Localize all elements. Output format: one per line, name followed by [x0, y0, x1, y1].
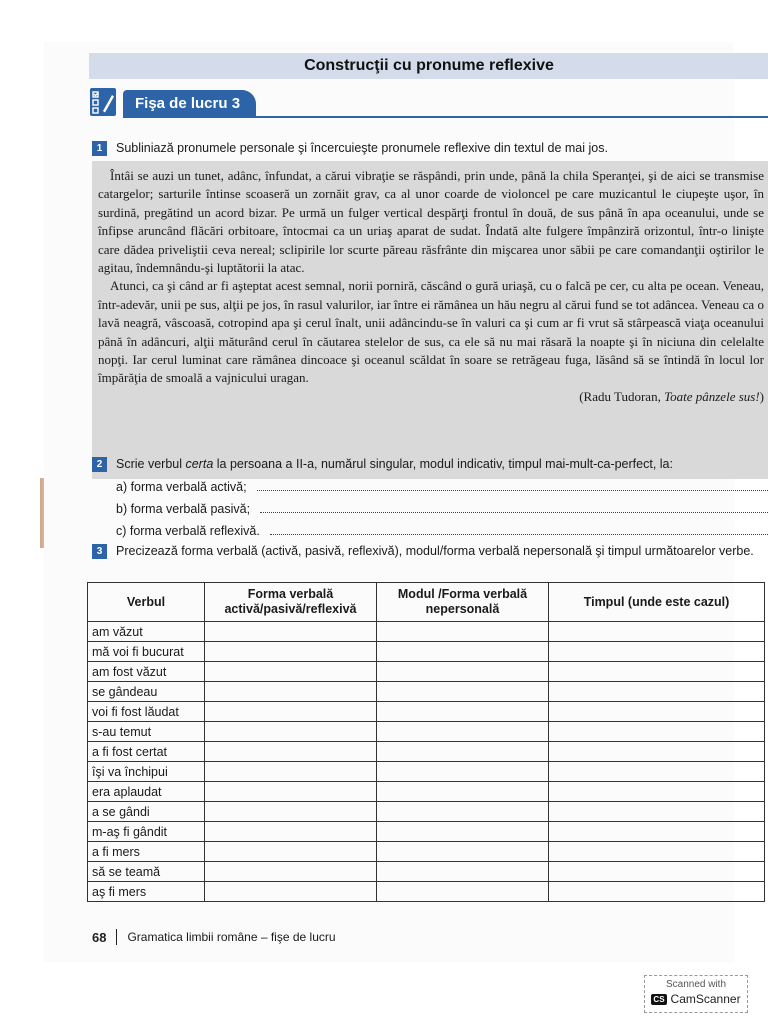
tense-cell[interactable] [549, 862, 765, 882]
tense-cell[interactable] [549, 762, 765, 782]
table-row [88, 742, 765, 762]
mood-cell[interactable] [377, 622, 549, 642]
header-mood: Modul /Forma verbală nepersonală [377, 583, 549, 622]
checklist-pencil-icon [89, 87, 117, 117]
form-cell[interactable] [205, 682, 377, 702]
table-row [88, 842, 765, 862]
form-cell[interactable] [205, 802, 377, 822]
form-cell[interactable] [205, 822, 377, 842]
tense-cell[interactable] [549, 842, 765, 862]
form-cell[interactable] [205, 722, 377, 742]
task-2 [92, 456, 673, 473]
tense-cell[interactable] [549, 742, 765, 762]
tense-cell[interactable] [549, 642, 765, 662]
verb-cell: era aplaudat [88, 782, 205, 802]
table-row [88, 702, 765, 722]
task-instruction: Scrie verbul certa la persoana a II-a, numărul singular, modul indicativ, timpul mai-mult-ca-perfect, la: [116, 457, 673, 471]
header-tense: Timpul (unde este cazul) [549, 583, 765, 622]
form-cell[interactable] [205, 842, 377, 862]
tense-cell[interactable] [549, 782, 765, 802]
verb-cell: a fi fost certat [88, 742, 205, 762]
worksheet-page [44, 42, 764, 962]
table-row [88, 722, 765, 742]
form-cell[interactable] [205, 642, 377, 662]
text-source: (Radu Tudoran, Toate pânzele sus!) [579, 388, 764, 404]
form-cell[interactable] [205, 622, 377, 642]
table-row [88, 802, 765, 822]
task-number: 1 [92, 141, 107, 156]
tense-cell[interactable] [549, 882, 765, 902]
task-3 [92, 543, 768, 560]
mood-cell[interactable] [377, 642, 549, 662]
mood-cell[interactable] [377, 722, 549, 742]
footer-divider [116, 929, 117, 945]
verb-cell: mă voi fi bucurat [88, 642, 205, 662]
page-number: 68 [92, 929, 107, 945]
form-cell[interactable] [205, 702, 377, 722]
verb-cell: am văzut [88, 622, 205, 642]
table-row [88, 622, 765, 642]
mood-cell[interactable] [377, 702, 549, 722]
header-form: Forma verbală activă/pasivă/reflexivă [205, 583, 377, 622]
form-cell[interactable] [205, 742, 377, 762]
tense-cell[interactable] [549, 722, 765, 742]
mood-cell[interactable] [377, 662, 549, 682]
mood-cell[interactable] [377, 822, 549, 842]
camscanner-watermark: Scanned with CS CamScanner [644, 975, 748, 1013]
tense-cell[interactable] [549, 662, 765, 682]
answer-line-active[interactable]: a) forma verbală activă; [116, 480, 768, 494]
verb-cell: voi fi fost lăudat [88, 702, 205, 722]
tense-cell[interactable] [549, 822, 765, 842]
mood-cell[interactable] [377, 742, 549, 762]
task-instruction: Precizează forma verbală (activă, pasivă, reflexivă), modul/forma verbală nepersonală şi timpul următoarelor verbe. [116, 544, 754, 558]
verb-cell: m-aş fi gândit [88, 822, 205, 842]
form-cell[interactable] [205, 862, 377, 882]
source-title: Toate pânzele sus! [664, 388, 760, 404]
verb-cell: se gândeau [88, 682, 205, 702]
tense-cell[interactable] [549, 802, 765, 822]
form-cell[interactable] [205, 662, 377, 682]
header-rule [123, 116, 768, 118]
verb-cell: am fost văzut [88, 662, 205, 682]
table-row [88, 782, 765, 802]
mood-cell[interactable] [377, 862, 549, 882]
tense-cell[interactable] [549, 682, 765, 702]
mood-cell[interactable] [377, 802, 549, 822]
camscanner-logo-icon: CS [653, 994, 665, 1004]
page-title: Construcţii cu pronume reflexive [89, 53, 768, 79]
text-paragraph-2-body: Atunci, ca şi când ar fi aşteptat acest semnal, norii porniră, căscând o gură uriaşă, cu o falcă pe cer, cu alta pe ocean. Veneau, într-adevăr, unii pe sus, alţii pe jos, în rasul valurilor, iar între ei rămânea un hău negru al cărui fund se tot adâncea. Veneau ca o lavă neagră, vâscoasă, cotropind apa şi cerul înalt, unii adâncindu-se în valuri ca şi cum ar fi vrut să stârpească viaţa oceanului până în adâncuri, alţii măturând cerul în căutarea stelelor de sus, ca ele să nu mai răsară la noapte şi în niciuna din celelalte nopţi. Iar cerul luminat care rămânea dincoace şi oceanul scăldat în soare se retrăgeau fuga, lăsând să se întindă în locul lor împărăţia de smoală a vajnicului uragan. [98, 278, 764, 386]
verb-cell: a fi mers [88, 842, 205, 862]
text-paragraph-1: Întâi se auzi un tunet, adânc, înfundat, a cărui vibraţie se răspândi, prin unde, până la chila Speranţei, şi de aici se transmise catargelor; sarturile întinse scoaseră un zornăit grav, ca al unor coarde de violoncel pe care muzicantul le ciupeşte uşor, în surdină, pregătind un acord bizar. Pe urmă un fulger vertical despărţi frontul în două, de sus până în apa oceanului, unde se înfipse aruncând flăcări orbitoare, întocmai ca un uriaş aparat de sudat. Îndată alte fulgere împânziră orizontul, într-o linişte care dădea priveliştii ceva nereal; sclipirile lor scurte păreau răsfrânte din mişcarea unor săbii pe care comandanţii oştirilor le agitau, îndemnându-şi luptătorii la atac. [98, 168, 764, 276]
task-instruction: Subliniază pronumele personale şi încercuieşte pronumele reflexive din textul de mai jos. [116, 141, 608, 155]
worksheet-header [89, 85, 768, 121]
table-row [88, 862, 765, 882]
worksheet-badge: Fişa de lucru 3 [123, 90, 256, 116]
table-row [88, 642, 765, 662]
verb-cell: aş fi mers [88, 882, 205, 902]
mood-cell[interactable] [377, 882, 549, 902]
verb-cell: s-au temut [88, 722, 205, 742]
verb-cell: îşi va închipui [88, 762, 205, 782]
task-number: 3 [92, 544, 107, 559]
literary-text [92, 161, 768, 479]
form-cell[interactable] [205, 782, 377, 802]
table-row [88, 662, 765, 682]
answer-line-passive[interactable]: b) forma verbală pasivă; [116, 502, 768, 516]
table-row [88, 682, 765, 702]
table-row [88, 882, 765, 902]
header-verb: Verbul [88, 583, 205, 622]
form-cell[interactable] [205, 882, 377, 902]
table-row [88, 822, 765, 842]
text-paragraph-2 [98, 277, 764, 387]
form-cell[interactable] [205, 762, 377, 782]
page-footer [92, 929, 336, 945]
book-title: Gramatica limbii române – fişe de lucru [127, 930, 336, 944]
task-1 [92, 140, 608, 157]
verb-cell: a se gândi [88, 802, 205, 822]
mood-cell[interactable] [377, 782, 549, 802]
verbs-table [87, 582, 765, 902]
verb-cell: să se teamă [88, 862, 205, 882]
tense-cell[interactable] [549, 702, 765, 722]
task-number: 2 [92, 457, 107, 472]
mood-cell[interactable] [377, 842, 549, 862]
tense-cell[interactable] [549, 622, 765, 642]
table-row [88, 762, 765, 782]
mood-cell[interactable] [377, 762, 549, 782]
table-header-row [88, 583, 765, 622]
answer-line-reflexive[interactable]: c) forma verbală reflexivă. [116, 524, 768, 538]
mood-cell[interactable] [377, 682, 549, 702]
